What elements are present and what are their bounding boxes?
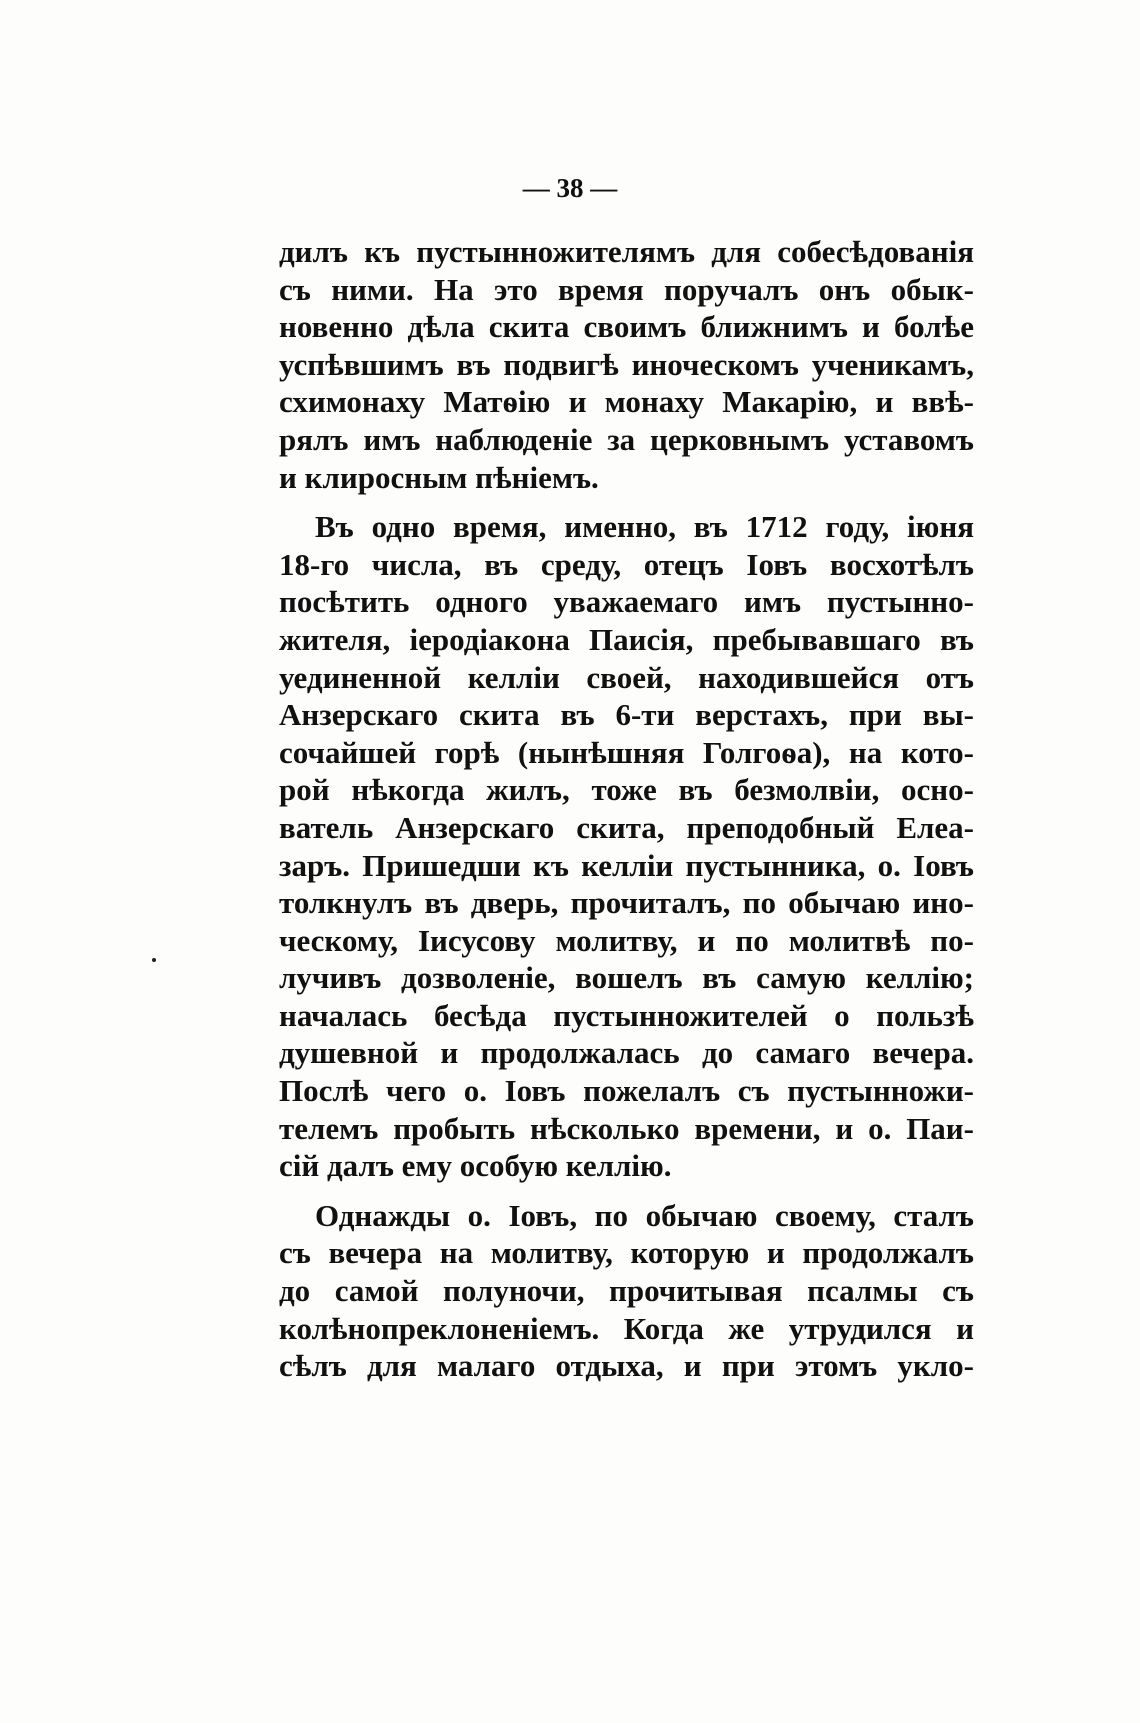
- text-line: сочайшей горѣ (нынѣшняя Голгоѳа), на кото-: [279, 734, 974, 770]
- text-line: заръ. Пришедши къ келліи пустынника, о. Іовъ: [279, 847, 974, 883]
- text-line: съ ними. На это время поручалъ онъ обык-: [279, 271, 974, 307]
- text-line: душевной и продолжалась до самаго вечера.: [279, 1035, 974, 1071]
- text-line: съ вечера на молитву, которую и продолжалъ: [279, 1235, 974, 1271]
- paragraph-2: [279, 508, 974, 1185]
- text-line: телемъ пробыть нѣсколько времени, и о. Паи-: [279, 1110, 974, 1146]
- body-text: [279, 233, 974, 1397]
- paragraph-3: [279, 1197, 974, 1385]
- text-line: началась бесѣда пустынножителей о пользѣ: [279, 997, 974, 1033]
- text-line: схимонаху Матѳію и монаху Макарію, и ввѣ-: [279, 384, 974, 420]
- text-line: дилъ къ пустынножителямъ для собесѣдованія: [279, 234, 974, 269]
- text-line: до самой полуночи, прочитывая псалмы съ: [279, 1273, 974, 1309]
- text-line: рой нѣкогда жилъ, тоже въ безмолвіи, осно-: [279, 772, 974, 808]
- text-line: сѣлъ для малаго отдыха, и при этомъ укло-: [279, 1348, 974, 1384]
- text-line: Въ одно время, именно, въ 1712 году, іюня: [315, 509, 974, 545]
- text-line: успѣвшимъ въ подвигѣ иноческомъ ученикамъ,: [279, 346, 974, 382]
- ink-speck: [152, 958, 156, 962]
- text-line: Однажды о. Іовъ, по обычаю своему, сталъ: [315, 1197, 974, 1233]
- text-line: толкнулъ въ дверь, прочиталъ, по обычаю ино-: [279, 885, 974, 921]
- text-line: лучивъ дозволеніе, вошелъ въ самую келлію;: [279, 960, 974, 996]
- text-line: 18-го числа, въ среду, отецъ Іовъ восхотѣлъ: [279, 546, 974, 582]
- text-line: ческому, Іисусову молитву, и по молитвѣ по-: [279, 922, 974, 958]
- text-line: посѣтить одного уважаемаго имъ пустынно-: [279, 584, 974, 620]
- page-number: — 38 —: [522, 173, 618, 203]
- paragraph-1: [279, 233, 974, 496]
- text-line: жителя, іеродіакона Паисія, пребывавшаго въ: [279, 621, 974, 657]
- text-line: ватель Анзерскаго скита, преподобный Елеа-: [279, 809, 974, 845]
- text-line: и клиросным пѣніемъ.: [279, 459, 599, 495]
- text-line: новенно дѣла скита своимъ ближнимъ и болѣе: [279, 309, 974, 345]
- text-line: рялъ имъ наблюденіе за церковнымъ уставомъ: [279, 421, 974, 457]
- text-line: колѣнопреклоненіемъ. Когда же утрудился и: [279, 1310, 974, 1346]
- text-line: Анзерскаго скита въ 6-ти верстахъ, при вы-: [279, 697, 974, 733]
- text-line: уединенной келліи своей, находившейся отъ: [279, 659, 974, 695]
- text-line: сій далъ ему особую келлію.: [279, 1148, 672, 1184]
- text-line: Послѣ чего о. Іовъ пожелалъ съ пустынножи-: [279, 1073, 974, 1109]
